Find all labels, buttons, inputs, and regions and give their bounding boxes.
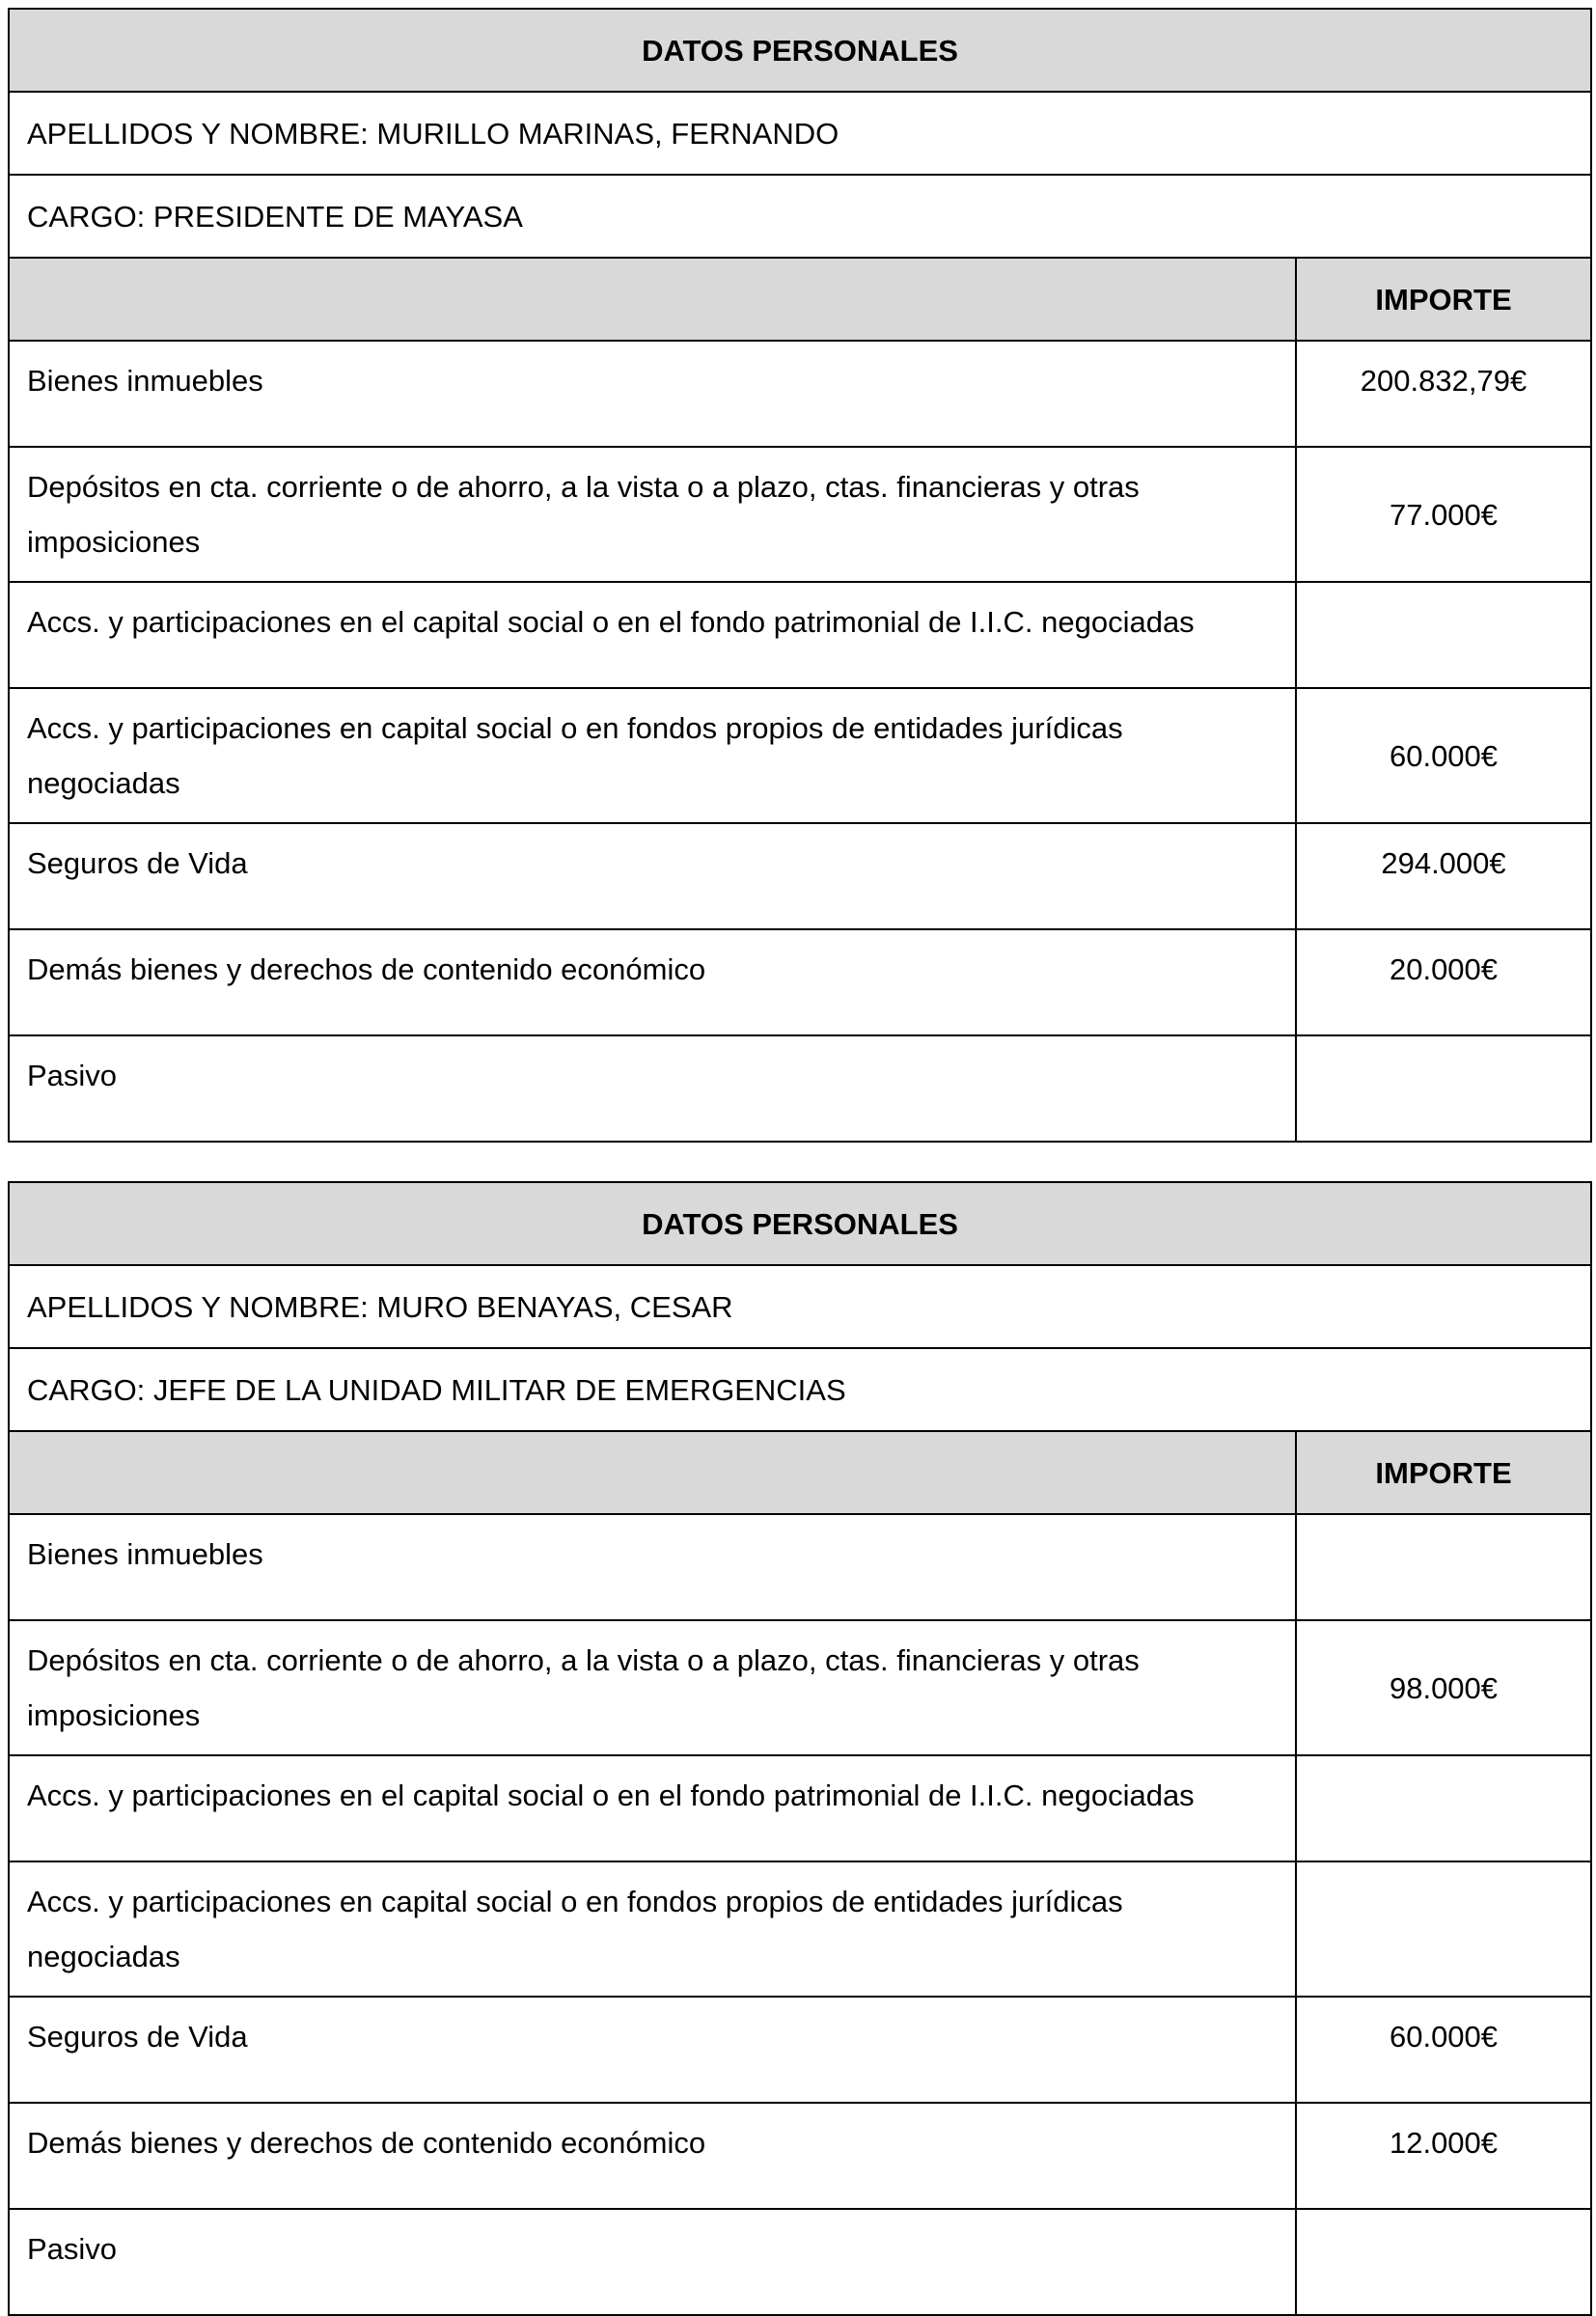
row-concept: Seguros de Vida [9, 823, 1296, 929]
table-row [9, 341, 1591, 447]
importe-header: IMPORTE [1296, 258, 1591, 341]
row-concept: Seguros de Vida [9, 1997, 1296, 2103]
name-line: APELLIDOS Y NOMBRE: MURILLO MARINAS, FERNANDO [9, 92, 1591, 175]
table-row [9, 2103, 1591, 2209]
table-row [9, 688, 1591, 823]
table-row [9, 929, 1591, 1035]
row-amount: 98.000€ [1296, 1620, 1591, 1755]
row-amount: 20.000€ [1296, 929, 1591, 1035]
table-row [9, 1997, 1591, 2103]
name-line: APELLIDOS Y NOMBRE: MURO BENAYAS, CESAR [9, 1265, 1591, 1348]
row-concept: Bienes inmuebles [9, 1514, 1296, 1620]
row-amount: 200.832,79€ [1296, 341, 1591, 447]
row-amount [1296, 1514, 1591, 1620]
table-row [9, 1620, 1591, 1755]
table-row [9, 447, 1591, 582]
row-concept: Depósitos en cta. corriente o de ahorro, a la vista o a plazo, ctas. financieras y otras imposiciones [9, 447, 1296, 582]
section-title: DATOS PERSONALES [9, 9, 1591, 92]
row-concept: Pasivo [9, 2209, 1296, 2315]
declaration-table [8, 8, 1592, 1143]
row-amount: 60.000€ [1296, 1997, 1591, 2103]
cargo-line: CARGO: JEFE DE LA UNIDAD MILITAR DE EMERGENCIAS [9, 1348, 1591, 1431]
row-concept: Accs. y participaciones en capital social o en fondos propios de entidades jurídicas negociadas [9, 688, 1296, 823]
row-amount: 294.000€ [1296, 823, 1591, 929]
table-row [9, 1861, 1591, 1997]
row-concept: Accs. y participaciones en el capital social o en el fondo patrimonial de I.I.C. negociadas [9, 1755, 1296, 1861]
table-gap [8, 1143, 1590, 1181]
row-amount: 12.000€ [1296, 2103, 1591, 2209]
row-amount [1296, 1755, 1591, 1861]
row-concept: Demás bienes y derechos de contenido económico [9, 2103, 1296, 2209]
row-amount [1296, 1035, 1591, 1142]
row-amount: 60.000€ [1296, 688, 1591, 823]
row-concept: Accs. y participaciones en capital social o en fondos propios de entidades jurídicas negociadas [9, 1861, 1296, 1997]
row-amount [1296, 2209, 1591, 2315]
row-concept: Accs. y participaciones en el capital social o en el fondo patrimonial de I.I.C. negociadas [9, 582, 1296, 688]
table-row [9, 582, 1591, 688]
cargo-line: CARGO: PRESIDENTE DE MAYASA [9, 175, 1591, 258]
table-row [9, 1514, 1591, 1620]
section-title: DATOS PERSONALES [9, 1182, 1591, 1265]
row-concept: Depósitos en cta. corriente o de ahorro, a la vista o a plazo, ctas. financieras y otras imposiciones [9, 1620, 1296, 1755]
row-amount [1296, 1861, 1591, 1997]
table-row [9, 2209, 1591, 2315]
row-amount [1296, 582, 1591, 688]
table-row [9, 823, 1591, 929]
row-amount: 77.000€ [1296, 447, 1591, 582]
document-page [8, 8, 1590, 2316]
row-concept: Pasivo [9, 1035, 1296, 1142]
row-concept: Bienes inmuebles [9, 341, 1296, 447]
importe-header-blank [9, 258, 1296, 341]
importe-header: IMPORTE [1296, 1431, 1591, 1514]
table-row [9, 1755, 1591, 1861]
importe-header-blank [9, 1431, 1296, 1514]
table-row [9, 1035, 1591, 1142]
row-concept: Demás bienes y derechos de contenido económico [9, 929, 1296, 1035]
declaration-table [8, 1181, 1592, 2316]
